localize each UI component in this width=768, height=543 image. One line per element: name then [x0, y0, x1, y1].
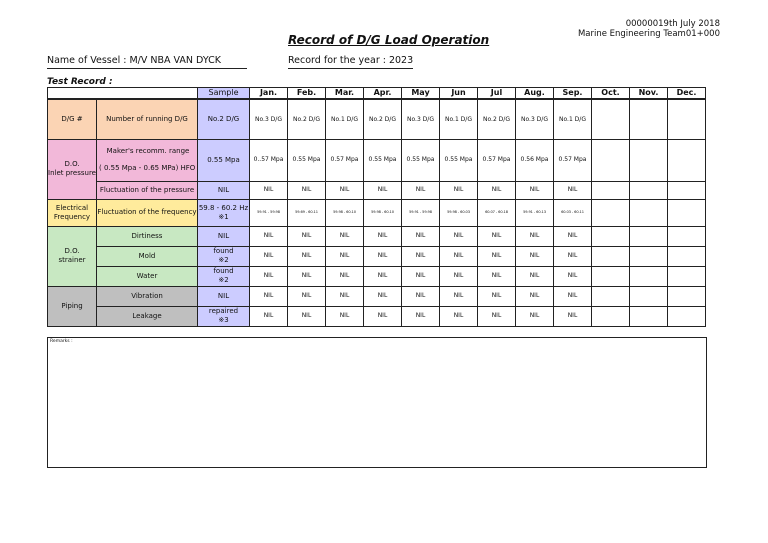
- month-value[interactable]: 59.69 - 60.11: [288, 199, 326, 226]
- month-header: Jan.: [250, 88, 288, 100]
- month-value[interactable]: [630, 139, 668, 181]
- month-value[interactable]: 59.91 - 59.98: [402, 199, 440, 226]
- table-row: [48, 199, 706, 226]
- month-value[interactable]: NIL: [364, 246, 402, 266]
- month-value[interactable]: NIL: [516, 181, 554, 199]
- month-value[interactable]: NIL: [554, 226, 592, 246]
- month-value[interactable]: [592, 99, 630, 139]
- month-value[interactable]: [630, 99, 668, 139]
- table-row: [48, 99, 706, 139]
- month-value[interactable]: [592, 139, 630, 181]
- sample-value: NIL: [198, 226, 250, 246]
- month-value[interactable]: NIL: [478, 306, 516, 326]
- month-value[interactable]: NIL: [288, 181, 326, 199]
- item-label: Dirtiness: [97, 226, 198, 246]
- month-value[interactable]: 0.55 Mpa: [440, 139, 478, 181]
- table-row: [48, 266, 706, 286]
- month-value[interactable]: [668, 181, 706, 199]
- item-label: Mold: [97, 246, 198, 266]
- month-header: Nov.: [630, 88, 668, 100]
- item-label: Fluctuation of the pressure: [97, 181, 198, 199]
- month-value[interactable]: 59.98 - 60.10: [364, 199, 402, 226]
- month-value[interactable]: NIL: [326, 266, 364, 286]
- month-value[interactable]: [668, 306, 706, 326]
- month-value[interactable]: NIL: [554, 246, 592, 266]
- group-label: D.O. strainer: [48, 226, 97, 286]
- month-value[interactable]: NIL: [326, 181, 364, 199]
- item-label-line: ( 0.55 Mpa - 0.65 MPa) HFO: [99, 164, 196, 172]
- month-value[interactable]: NIL: [250, 266, 288, 286]
- month-value[interactable]: NIL: [554, 306, 592, 326]
- month-header: Aug.: [516, 88, 554, 100]
- sample-value: NIL: [198, 286, 250, 306]
- month-value[interactable]: NIL: [516, 286, 554, 306]
- month-value[interactable]: NIL: [440, 246, 478, 266]
- month-header: Sep.: [554, 88, 592, 100]
- page-title: Record of D/G Load Operation: [288, 33, 490, 47]
- item-label: Water: [97, 266, 198, 286]
- table-header-row: [48, 88, 706, 100]
- month-value[interactable]: NIL: [288, 266, 326, 286]
- team-name: Marine Engineering Team01+000: [577, 29, 720, 39]
- month-value[interactable]: 59.91 - 59.98: [250, 199, 288, 226]
- month-value[interactable]: NIL: [516, 266, 554, 286]
- month-value[interactable]: NIL: [516, 226, 554, 246]
- month-value[interactable]: 59.98 - 60.10: [326, 199, 364, 226]
- month-value[interactable]: [592, 199, 630, 226]
- table-row: [48, 226, 706, 246]
- month-value[interactable]: NIL: [326, 306, 364, 326]
- month-value[interactable]: No.3 D/G: [516, 99, 554, 139]
- month-value[interactable]: 0.55 Mpa: [288, 139, 326, 181]
- month-value[interactable]: [592, 266, 630, 286]
- month-header: Dec.: [668, 88, 706, 100]
- month-value[interactable]: NIL: [478, 246, 516, 266]
- month-value[interactable]: [630, 199, 668, 226]
- month-value[interactable]: No.3 D/G: [250, 99, 288, 139]
- month-value[interactable]: NIL: [288, 286, 326, 306]
- month-value[interactable]: [630, 286, 668, 306]
- month-value[interactable]: [668, 139, 706, 181]
- month-value[interactable]: NIL: [478, 266, 516, 286]
- sample-value: 59.8 - 60.2 Hz ※1: [198, 199, 250, 226]
- month-value[interactable]: 0.56 Mpa: [516, 139, 554, 181]
- month-value[interactable]: NIL: [402, 181, 440, 199]
- month-header: Apr.: [364, 88, 402, 100]
- document-number: 00000019th July 2018: [625, 19, 720, 29]
- table-row: [48, 139, 706, 181]
- month-value[interactable]: [668, 99, 706, 139]
- month-value[interactable]: NIL: [440, 266, 478, 286]
- month-value[interactable]: [592, 181, 630, 199]
- month-value[interactable]: NIL: [402, 266, 440, 286]
- table-row: [48, 181, 706, 199]
- month-header: Jul: [478, 88, 516, 100]
- month-value[interactable]: NIL: [402, 246, 440, 266]
- month-value[interactable]: NIL: [440, 306, 478, 326]
- sample-value: repaired ※3: [198, 306, 250, 326]
- month-value[interactable]: [630, 181, 668, 199]
- sample-value: found ※2: [198, 266, 250, 286]
- remarks-box[interactable]: [47, 337, 707, 468]
- month-value[interactable]: [630, 266, 668, 286]
- month-value[interactable]: NIL: [288, 246, 326, 266]
- month-value[interactable]: No.2 D/G: [288, 99, 326, 139]
- month-value[interactable]: NIL: [516, 246, 554, 266]
- month-value[interactable]: NIL: [440, 181, 478, 199]
- table-row: [48, 246, 706, 266]
- month-value[interactable]: No.3 D/G: [402, 99, 440, 139]
- month-value[interactable]: NIL: [250, 246, 288, 266]
- month-value[interactable]: NIL: [478, 181, 516, 199]
- record-year: Record for the year : 2023: [288, 55, 413, 69]
- month-value[interactable]: NIL: [440, 286, 478, 306]
- item-label: Vibration: [97, 286, 198, 306]
- month-value[interactable]: [592, 246, 630, 266]
- month-value[interactable]: No.2 D/G: [478, 99, 516, 139]
- month-value[interactable]: NIL: [250, 226, 288, 246]
- remarks-label: Remarks :: [50, 339, 73, 344]
- month-value[interactable]: NIL: [554, 266, 592, 286]
- month-value[interactable]: No.2 D/G: [364, 99, 402, 139]
- month-value[interactable]: NIL: [402, 306, 440, 326]
- month-value[interactable]: NIL: [364, 181, 402, 199]
- item-label: Leakage: [97, 306, 198, 326]
- month-value[interactable]: [668, 199, 706, 226]
- month-value[interactable]: NIL: [364, 226, 402, 246]
- month-value[interactable]: 0.57 Mpa: [554, 139, 592, 181]
- month-value[interactable]: 0..57 Mpa: [250, 139, 288, 181]
- month-value[interactable]: NIL: [250, 306, 288, 326]
- month-value[interactable]: [592, 226, 630, 246]
- month-value[interactable]: 0.55 Mpa: [364, 139, 402, 181]
- table-row: [48, 286, 706, 306]
- month-value[interactable]: 0.57 Mpa: [478, 139, 516, 181]
- month-value[interactable]: NIL: [364, 286, 402, 306]
- month-value[interactable]: NIL: [326, 226, 364, 246]
- month-header: Jun: [440, 88, 478, 100]
- month-value[interactable]: NIL: [250, 181, 288, 199]
- month-header: Oct.: [592, 88, 630, 100]
- header-blank: [48, 88, 198, 100]
- load-operation-table: [47, 87, 706, 327]
- item-label-line: Maker's recomm. range: [106, 147, 190, 156]
- test-record-label: Test Record :: [47, 77, 113, 87]
- month-value[interactable]: [630, 306, 668, 326]
- month-value[interactable]: NIL: [402, 226, 440, 246]
- month-value[interactable]: NIL: [478, 226, 516, 246]
- month-value[interactable]: [630, 246, 668, 266]
- month-value[interactable]: NIL: [554, 181, 592, 199]
- month-value[interactable]: [668, 246, 706, 266]
- month-value[interactable]: NIL: [478, 286, 516, 306]
- month-value[interactable]: NIL: [326, 286, 364, 306]
- month-value[interactable]: NIL: [326, 246, 364, 266]
- month-value[interactable]: [668, 286, 706, 306]
- month-value[interactable]: 59.98 - 60.03: [440, 199, 478, 226]
- group-label: D/G #: [48, 99, 97, 139]
- month-value[interactable]: NIL: [364, 266, 402, 286]
- group-label: Piping: [48, 286, 97, 326]
- sample-value: 0.55 Mpa: [198, 139, 250, 181]
- month-value[interactable]: No.1 D/G: [326, 99, 364, 139]
- month-header: Feb.: [288, 88, 326, 100]
- month-value[interactable]: NIL: [402, 286, 440, 306]
- month-value[interactable]: 0.55 Mpa: [402, 139, 440, 181]
- item-label: Number of running D/G: [97, 99, 198, 139]
- month-value[interactable]: 59.91 - 60.13: [516, 199, 554, 226]
- group-label: Electrical Frequency: [48, 199, 97, 226]
- month-value[interactable]: NIL: [440, 226, 478, 246]
- sample-value: found ※2: [198, 246, 250, 266]
- group-label: D.O. Inlet pressure: [48, 139, 97, 199]
- month-value[interactable]: NIL: [364, 306, 402, 326]
- month-value[interactable]: 60.07 - 60.18: [478, 199, 516, 226]
- month-value[interactable]: NIL: [288, 306, 326, 326]
- month-value[interactable]: [630, 226, 668, 246]
- month-value[interactable]: No.1 D/G: [554, 99, 592, 139]
- month-value[interactable]: [592, 306, 630, 326]
- month-header: Mar.: [326, 88, 364, 100]
- month-value[interactable]: [668, 226, 706, 246]
- sample-value: No.2 D/G: [198, 99, 250, 139]
- month-value[interactable]: [668, 266, 706, 286]
- month-header: May: [402, 88, 440, 100]
- item-label: [97, 139, 198, 181]
- month-value[interactable]: 0.57 Mpa: [326, 139, 364, 181]
- sample-value: NIL: [198, 181, 250, 199]
- table-row: [48, 306, 706, 326]
- month-value[interactable]: NIL: [250, 286, 288, 306]
- month-value[interactable]: 60.03 - 60.11: [554, 199, 592, 226]
- document-header-info: [578, 19, 720, 39]
- month-value[interactable]: NIL: [516, 306, 554, 326]
- month-value[interactable]: [592, 286, 630, 306]
- month-value[interactable]: No.1 D/G: [440, 99, 478, 139]
- vessel-name: Name of Vessel : M/V NBA VAN DYCK: [47, 55, 247, 69]
- month-value[interactable]: NIL: [288, 226, 326, 246]
- sample-header: Sample: [198, 88, 250, 100]
- item-label: Fluctuation of the frequency: [97, 199, 198, 226]
- month-value[interactable]: NIL: [554, 286, 592, 306]
